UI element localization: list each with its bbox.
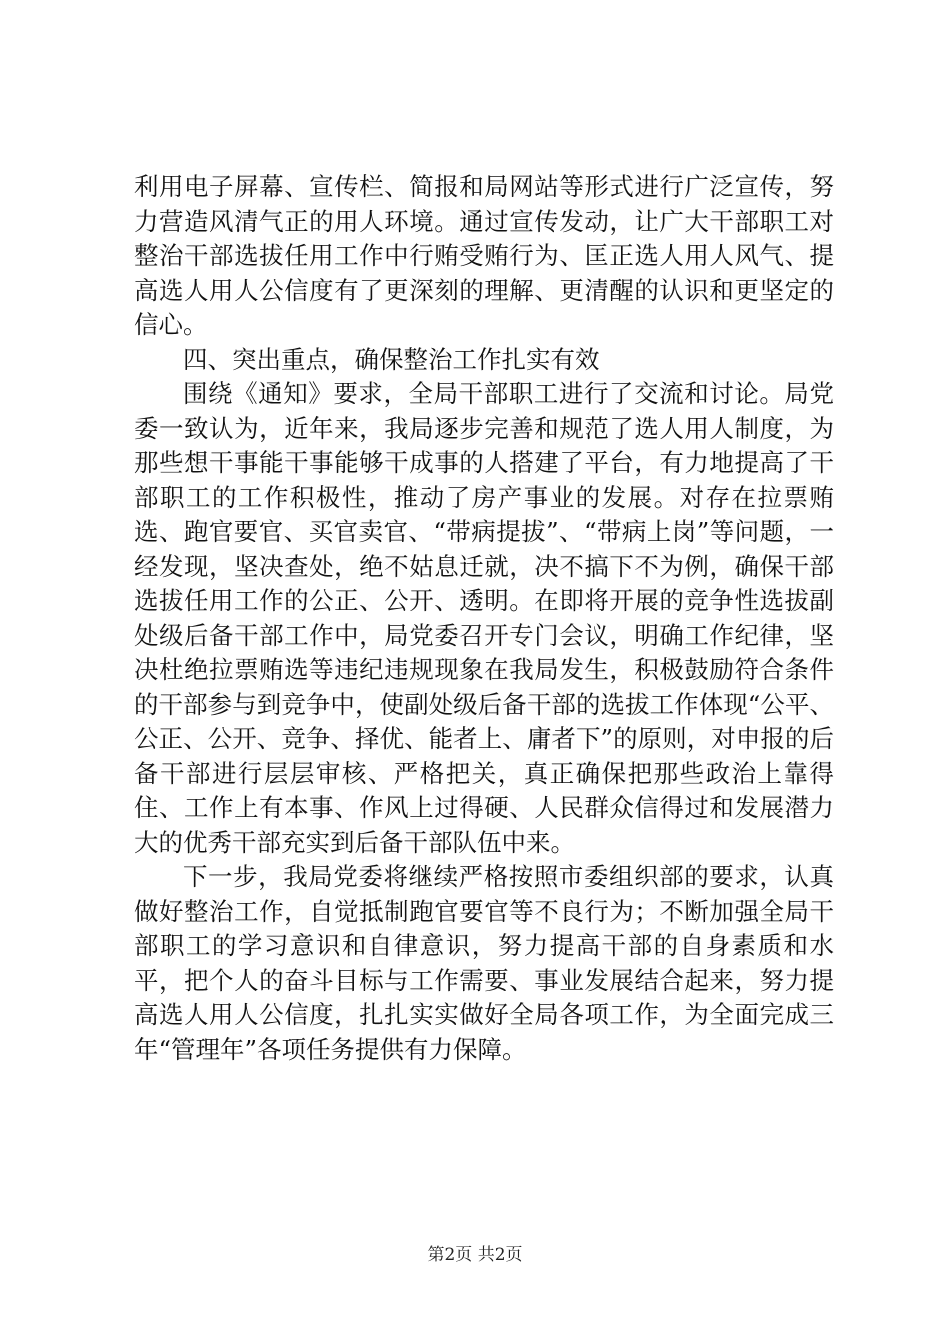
paragraph-next-steps: 下一步，我局党委将继续严格按照市委组织部的要求，认真做好整治工作，自觉抵制跑官要官等不良行为；不断加强全局干部职工的学习意识和自律意识，努力提高干部的自身素质和水平，把个人的奋斗目标与工作需要、事业发展结合起来，努力提高选人用人公信度，扎扎实实做好全局各项工作，为全面完成三年“管理年”各项任务提供有力保障。 bbox=[134, 862, 834, 1064]
paragraph-discussion: 围绕《通知》要求，全局干部职工进行了交流和讨论。局党委一致认为，近年来，我局逐步完善和规范了选人用人制度，为那些想干事能干事能够干成事的人搭建了平台，有力地提高了干部职工的工作积极性，推动了房产事业的发展。对存在拉票贿选、跑官要官、买官卖官、“带病提拔”、“带病上岗”等问题，一经发现，坚决查处，绝不姑息迁就，决不搞下不为例，确保干部选拔任用工作的公正、公开、透明。在即将开展的竞争性选拔副处级后备干部工作中，局党委召开专门会议，明确工作纪律，坚决杜绝拉票贿选等违纪违规现象在我局发生，积极鼓励符合条件的干部参与到竞争中，使副处级后备干部的选拔工作体现“公平、公正、公开、竞争、择优、能者上、庸者下”的原则，对申报的后备干部进行层层审核、严格把关，真正确保把那些政治上靠得住、工作上有本事、作风上过得硬、人民群众信得过和发展潜力大的优秀干部充实到后备干部队伍中来。 bbox=[134, 379, 834, 857]
paragraph-publicity: 利用电子屏幕、宣传栏、简报和局网站等形式进行广泛宣传，努力营造风清气正的用人环境。通过宣传发动，让广大干部职工对整治干部选拔任用工作中行贿受贿行为、匡正选人用人风气、提高选人用人公信度有了更深刻的理解、更清醒的认识和更坚定的信心。 bbox=[134, 172, 834, 339]
page-number-footer: 第2页 共2页 bbox=[427, 1245, 523, 1265]
section-heading-four: 四、突出重点，确保整治工作扎实有效 bbox=[183, 344, 600, 374]
document-body bbox=[134, 170, 834, 1067]
